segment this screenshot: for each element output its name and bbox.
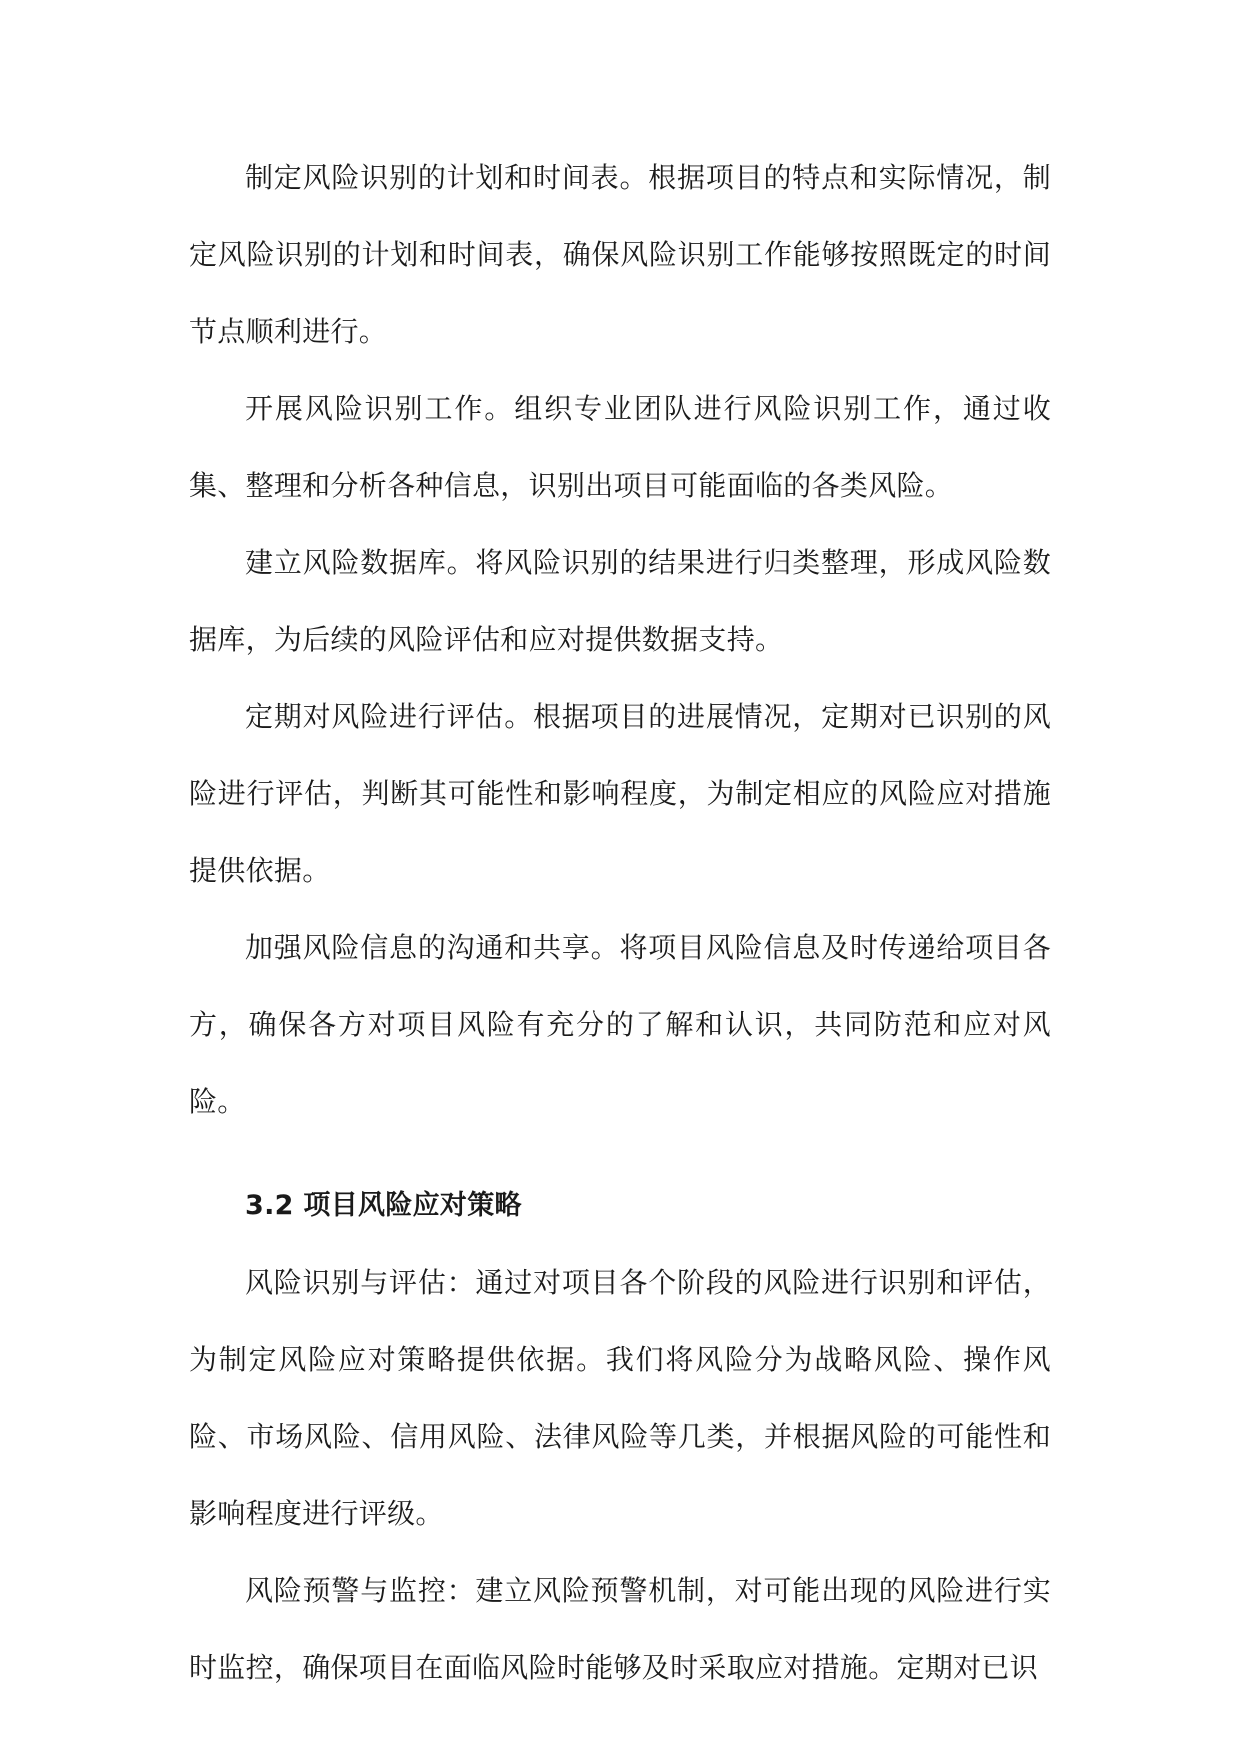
paragraph-risk-plan: 制定风险识别的计划和时间表。根据项目的特点和实际情况，制定风险识别的计划和时间表，确保风险识别工作能够按照既定的时间节点顺利进行。 bbox=[189, 161, 1051, 348]
paragraph-identification-evaluation: 风险识别与评估：通过对项目各个阶段的风险进行识别和评估，为制定风险应对策略提供依据。我们将风险分为战略风险、操作风险、市场风险、信用风险、法律风险等几类，并根据风险的可能性和影响程度进行评级。 bbox=[189, 1266, 1051, 1530]
paragraph-warning-monitoring: 风险预警与监控：建立风险预警机制，对可能出现的风险进行实时监控，确保项目在面临风险时能够及时采取应对措施。定期对已识 bbox=[189, 1574, 1051, 1684]
paragraph-risk-identification: 开展风险识别工作。组织专业团队进行风险识别工作，通过收集、整理和分析各种信息，识别出项目可能面临的各类风险。 bbox=[189, 392, 1051, 502]
paragraph-risk-assessment: 定期对风险进行评估。根据项目的进展情况，定期对已识别的风险进行评估，判断其可能性和影响程度，为制定相应的风险应对措施提供依据。 bbox=[189, 700, 1051, 887]
paragraph-risk-database: 建立风险数据库。将风险识别的结果进行归类整理，形成风险数据库，为后续的风险评估和应对提供数据支持。 bbox=[189, 546, 1051, 656]
document-body bbox=[189, 139, 1051, 1706]
section-heading: 3.2 项目风险应对策略 bbox=[245, 1190, 522, 1221]
paragraph-risk-communication: 加强风险信息的沟通和共享。将项目风险信息及时传递给项目各方，确保各方对项目风险有充分的了解和认识，共同防范和应对风险。 bbox=[189, 931, 1051, 1118]
